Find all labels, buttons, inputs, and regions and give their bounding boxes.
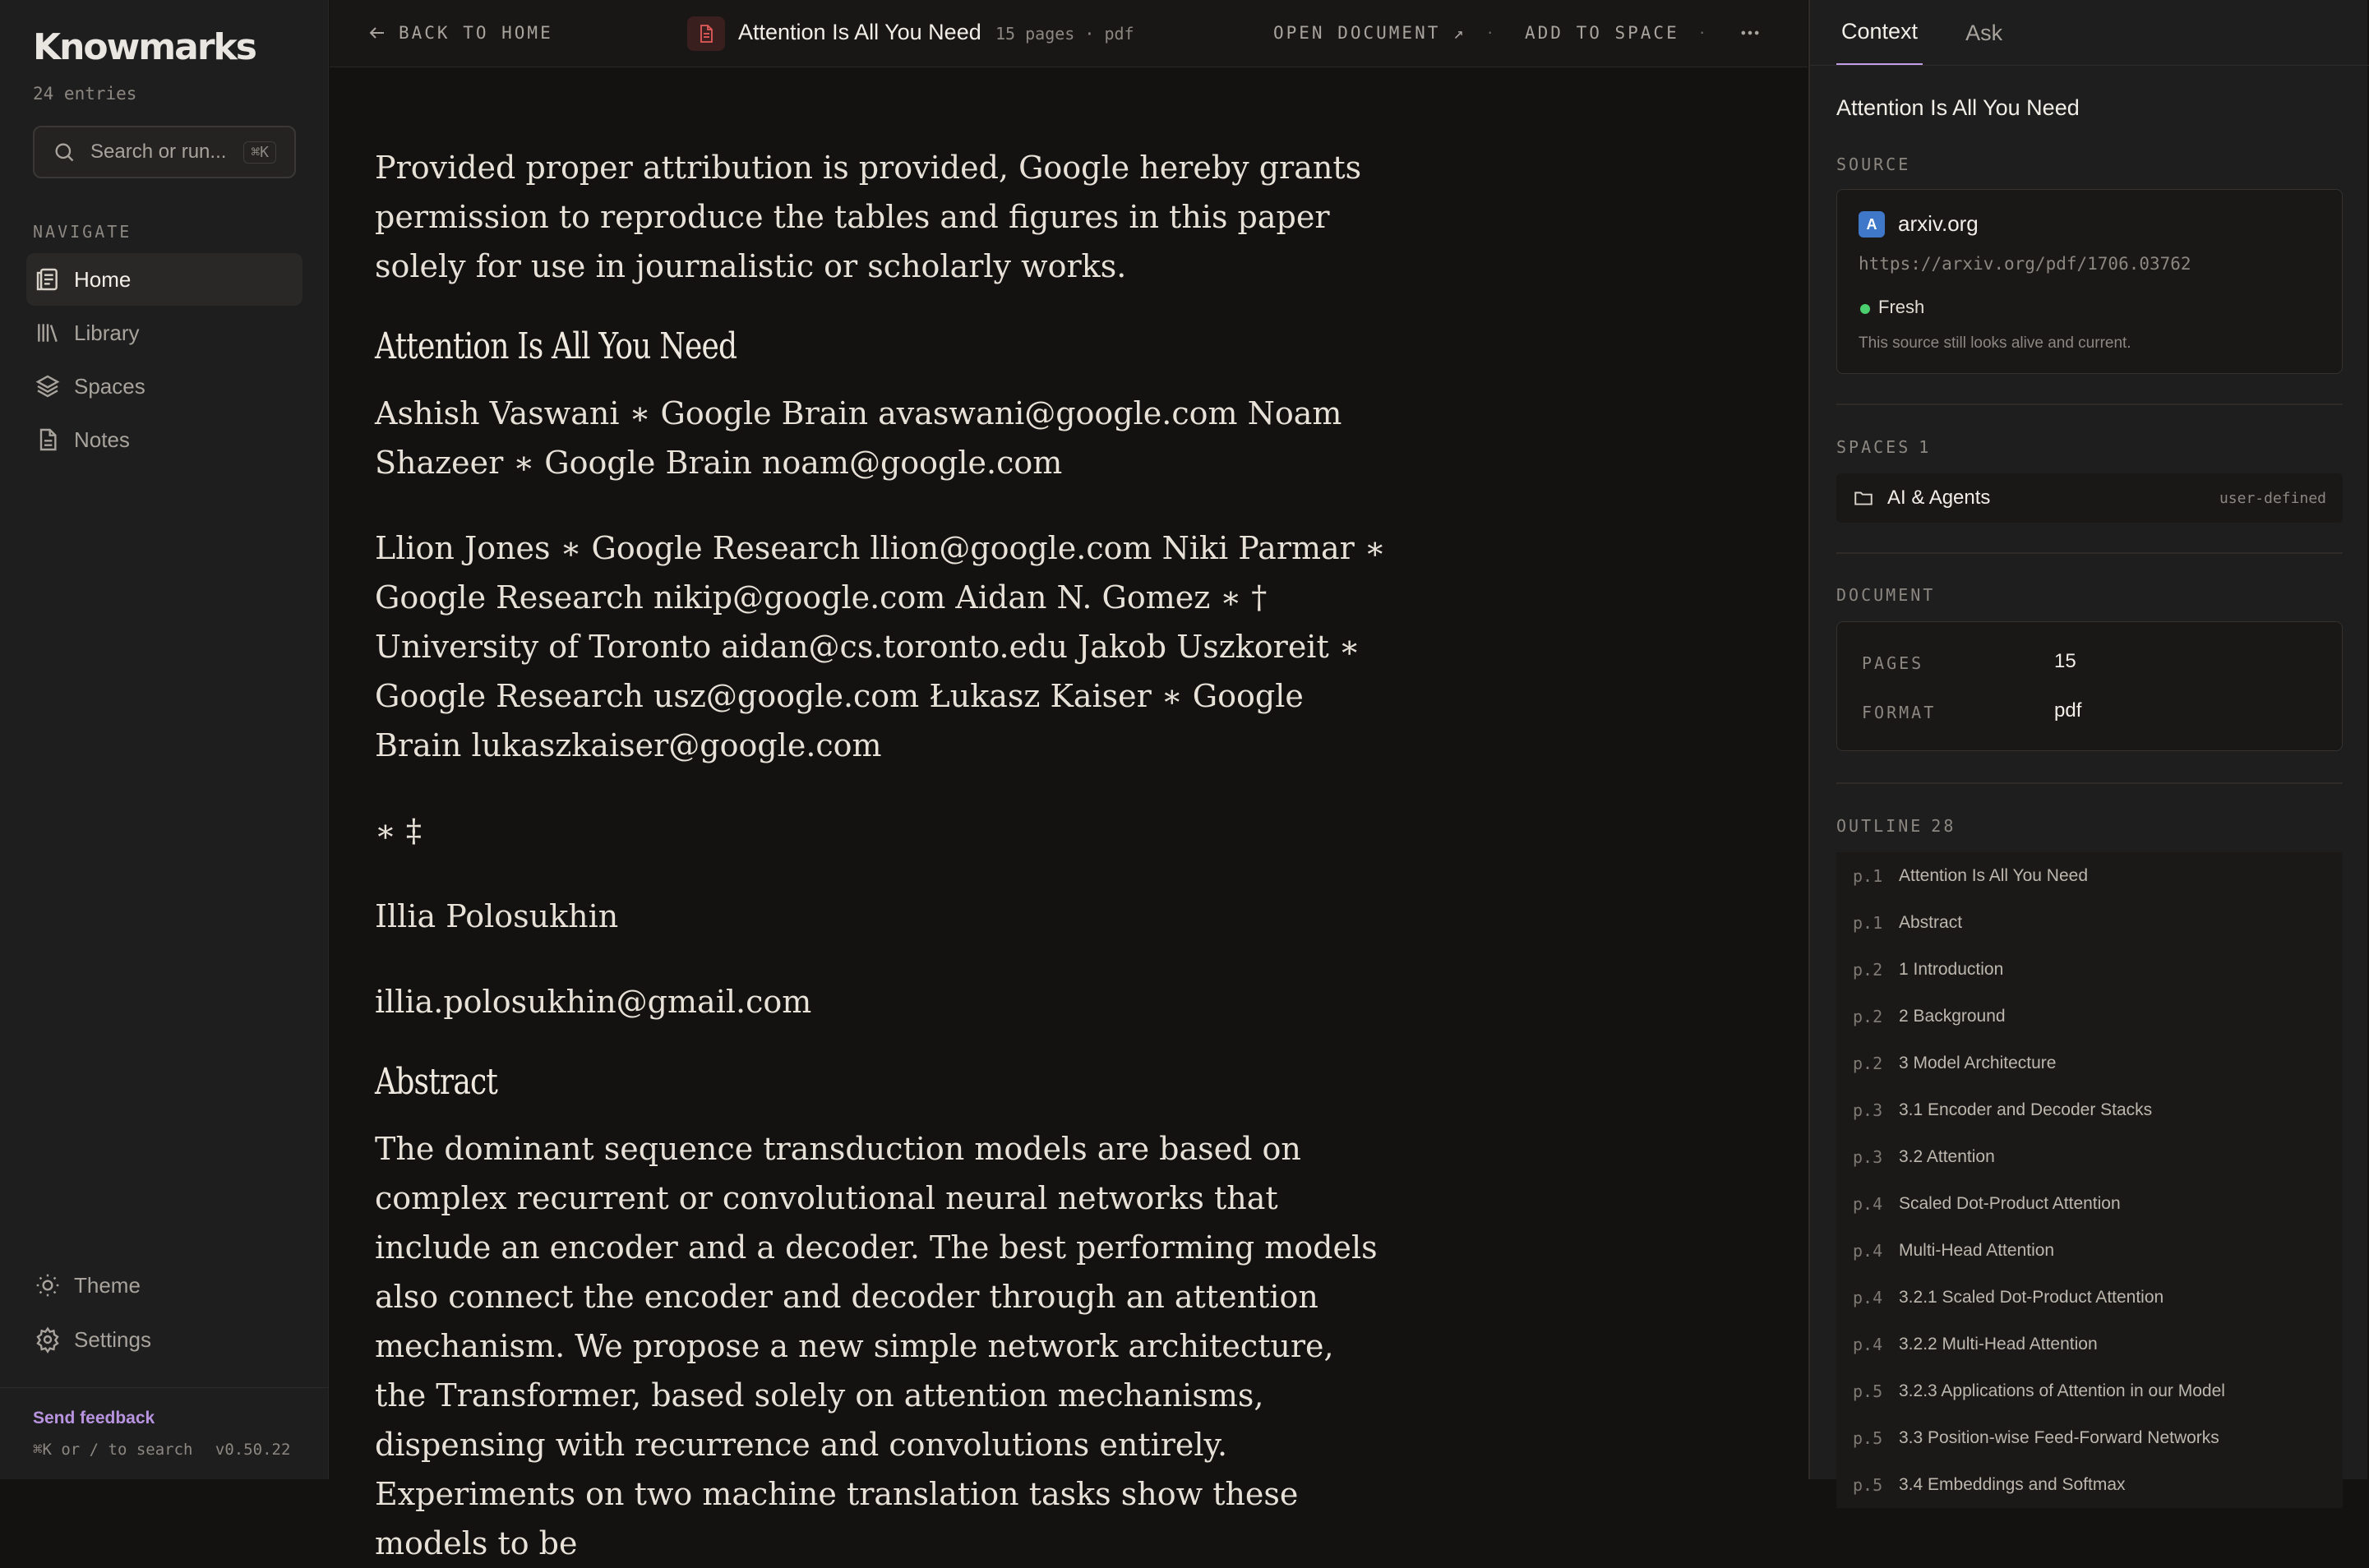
outline-page: p.5	[1853, 1381, 1883, 1401]
layers-icon	[35, 373, 61, 399]
section-divider	[1836, 552, 2343, 554]
outline-page: p.2	[1853, 1053, 1883, 1073]
outline-title: 3.2.2 Multi-Head Attention	[1899, 1334, 2098, 1354]
spaces-count: 1	[1919, 437, 1932, 457]
footer-hint	[33, 1441, 290, 1459]
document-paragraph: Illia Polosukhin	[375, 898, 619, 934]
source-card[interactable]	[1836, 189, 2343, 374]
entry-count: 24 entries	[33, 84, 137, 104]
space-name: AI & Agents	[1887, 487, 1991, 509]
sidebar-item-label: Home	[74, 266, 132, 292]
outline-item[interactable]	[1836, 1133, 2343, 1180]
outline-item[interactable]	[1836, 1367, 2343, 1414]
outline-title: 3.3 Position-wise Feed-Forward Networks	[1899, 1427, 2219, 1447]
outline-title: 3.2.3 Applications of Attention in our Model	[1899, 1381, 2225, 1400]
status-dot	[1860, 304, 1870, 314]
document-paragraph: Provided proper attribution is provided, Google hereby grants permission to reproduce the tables and figures in this paper solely for use in journalistic or scholarly works.	[375, 150, 1362, 284]
note-icon	[35, 427, 61, 453]
outline-item[interactable]	[1836, 946, 2343, 993]
outline-count: 28	[1931, 816, 1956, 836]
search-shortcut: ⌘K	[243, 141, 276, 164]
outline-page: p.2	[1853, 959, 1883, 980]
outline-section-label	[1836, 816, 1956, 836]
separator-dot: ·	[1487, 21, 1494, 42]
outline-item[interactable]	[1836, 899, 2343, 946]
separator-dot: ·	[1699, 21, 1706, 42]
outline-title: 3.2 Attention	[1899, 1146, 1995, 1166]
outline-page: p.4	[1853, 1287, 1883, 1307]
outline-item[interactable]	[1836, 1321, 2343, 1367]
document-paragraph: Ashish Vaswani ∗ Google Brain avaswani@google.com Noam Shazeer ∗ Google Brain noam@google.com	[375, 395, 1342, 481]
more-options-button[interactable]	[1734, 16, 1766, 49]
app-logo[interactable]: Knowmarks	[33, 26, 256, 68]
app-version: v0.50.22	[215, 1441, 291, 1459]
search-icon	[53, 141, 76, 164]
outline-title: Multi-Head Attention	[1899, 1240, 2055, 1260]
sidebar-item-label: Settings	[74, 1326, 151, 1352]
spaces-section-label	[1836, 437, 1931, 457]
outline-item[interactable]	[1836, 1274, 2343, 1321]
document-details-card	[1836, 621, 2343, 751]
outline-title: 3.1 Encoder and Decoder Stacks	[1899, 1100, 2153, 1119]
document-heading: Abstract	[375, 1061, 498, 1103]
outline-page: p.5	[1853, 1427, 1883, 1448]
document-paragraph: ∗ ‡	[375, 813, 422, 849]
search-input[interactable]	[33, 126, 296, 178]
document-paragraph: Llion Jones ∗ Google Research llion@google.com Niki Parmar ∗ Google Research nikip@google.com Aidan N. Gomez ∗ † University of Toronto aidan@cs.toronto.edu Jakob Uszkoreit ∗ Google Research usz@google.com Łukasz Kaiser ∗ Google Brain lukaszkaiser@google.com	[375, 530, 1386, 763]
tabs-divider	[1810, 65, 2369, 66]
document-heading: Attention Is All You Need	[375, 325, 737, 367]
format-label: FORMAT	[1862, 703, 1937, 722]
open-document-button[interactable]: OPEN DOCUMENT ↗	[1273, 23, 1466, 43]
add-to-space-button[interactable]: ADD TO SPACE	[1525, 23, 1679, 43]
document-paragraph: The dominant sequence transduction models are based on complex recurrent or convolutional neural networks that include an encoder and a decoder. The best performing models also connect the encoder and decoder through an attention mechanism. We propose a new simple network architecture, the Transformer, based solely on attention mechanisms, dispensing with recurrence and convolutions entirely. Experiments on two machine translation tasks show these models to be	[375, 1131, 1378, 1561]
document-section-label: DOCUMENT	[1836, 585, 1936, 605]
outline-title: Attention Is All You Need	[1899, 865, 2089, 885]
outline-title: Abstract	[1899, 912, 1963, 932]
sidebar-footer-divider	[0, 1387, 329, 1388]
document-paragraph: illia.polosukhin@gmail.com	[375, 984, 812, 1020]
source-status: Fresh	[1878, 297, 1925, 317]
sidebar-item-label: Spaces	[74, 373, 145, 399]
nav-section-label: NAVIGATE	[33, 222, 132, 242]
sun-icon	[35, 1272, 61, 1298]
folder-icon	[1853, 487, 1874, 509]
space-item[interactable]	[1836, 473, 2343, 523]
back-label: BACK TO HOME	[399, 23, 553, 43]
outline-item[interactable]	[1836, 1086, 2343, 1133]
outline-item[interactable]	[1836, 1227, 2343, 1274]
outline-title: Scaled Dot-Product Attention	[1899, 1193, 2121, 1213]
context-panel	[1808, 0, 2367, 1495]
sidebar-item-label: Theme	[74, 1272, 141, 1298]
sidebar-item-label: Library	[74, 320, 140, 345]
outline-item[interactable]	[1836, 1461, 2343, 1508]
outline-page: p.2	[1853, 1006, 1883, 1026]
outline-item[interactable]	[1836, 993, 2343, 1040]
pages-label: PAGES	[1862, 653, 1924, 673]
shortcut-hint: ⌘K or / to search	[33, 1441, 193, 1459]
outline-list	[1836, 852, 2343, 1495]
search-placeholder: Search or run...	[90, 141, 227, 163]
sidebar-item-settings[interactable]	[26, 1313, 302, 1366]
outline-item[interactable]	[1836, 1180, 2343, 1227]
outline-page: p.3	[1853, 1146, 1883, 1167]
outline-page: p.4	[1853, 1334, 1883, 1354]
outline-item[interactable]	[1836, 852, 2343, 899]
back-to-home-button[interactable]	[367, 23, 553, 43]
source-favicon: A	[1859, 211, 1885, 238]
sidebar-item-spaces[interactable]	[26, 360, 302, 413]
outline-page: p.4	[1853, 1240, 1883, 1261]
source-url[interactable]: https://arxiv.org/pdf/1706.03762	[1859, 254, 2191, 274]
document-reader	[375, 67, 1394, 1568]
document-title: Attention Is All You Need	[738, 20, 981, 44]
section-divider	[1836, 404, 2343, 405]
outline-title: 2 Background	[1899, 1006, 2006, 1026]
pages-value: 15	[2054, 650, 2076, 672]
outline-item[interactable]	[1836, 1414, 2343, 1461]
sidebar	[0, 0, 329, 1479]
sidebar-item-notes[interactable]	[26, 413, 302, 466]
panel-tabs	[1836, 0, 2045, 66]
tab-ask[interactable]: Ask	[1965, 20, 2003, 45]
home-icon	[35, 266, 61, 293]
outline-title: 3.2.1 Scaled Dot-Product Attention	[1899, 1287, 2164, 1307]
library-icon	[35, 320, 61, 346]
source-domain: arxiv.org	[1898, 211, 1979, 236]
source-section-label: SOURCE	[1836, 154, 1911, 174]
outline-label-text: OUTLINE	[1836, 816, 1923, 836]
gear-icon	[35, 1326, 61, 1353]
send-feedback-link[interactable]: Send feedback	[33, 1409, 155, 1427]
outline-page: p.4	[1853, 1193, 1883, 1214]
outline-page: p.1	[1853, 865, 1883, 886]
outline-page: p.3	[1853, 1100, 1883, 1120]
sidebar-item-theme[interactable]	[26, 1259, 302, 1312]
outline-page: p.5	[1853, 1474, 1883, 1495]
tab-context[interactable]: Context	[1836, 0, 1923, 66]
pdf-file-icon	[687, 16, 725, 51]
arrow-left-icon	[367, 23, 387, 43]
section-divider	[1836, 782, 2343, 784]
document-toolbar	[330, 0, 1808, 67]
outline-title: 3 Model Architecture	[1899, 1053, 2057, 1072]
sidebar-item-library[interactable]	[26, 307, 302, 359]
outline-title: 3.4 Embeddings and Softmax	[1899, 1474, 2126, 1494]
outline-page: p.1	[1853, 912, 1883, 933]
spaces-label-text: SPACES	[1836, 437, 1911, 457]
source-status-description: This source still looks alive and current.	[1859, 334, 2131, 352]
document-meta: 15 pages · pdf	[995, 24, 1134, 44]
space-tag: user-defined	[2219, 489, 2326, 507]
sidebar-item-label: Notes	[74, 427, 130, 452]
more-horizontal-icon	[1739, 21, 1762, 44]
panel-title: Attention Is All You Need	[1836, 95, 2080, 120]
outline-item[interactable]	[1836, 1040, 2343, 1086]
sidebar-item-home[interactable]	[26, 253, 302, 306]
outline-title: 1 Introduction	[1899, 959, 2004, 979]
format-value: pdf	[2054, 699, 2082, 722]
